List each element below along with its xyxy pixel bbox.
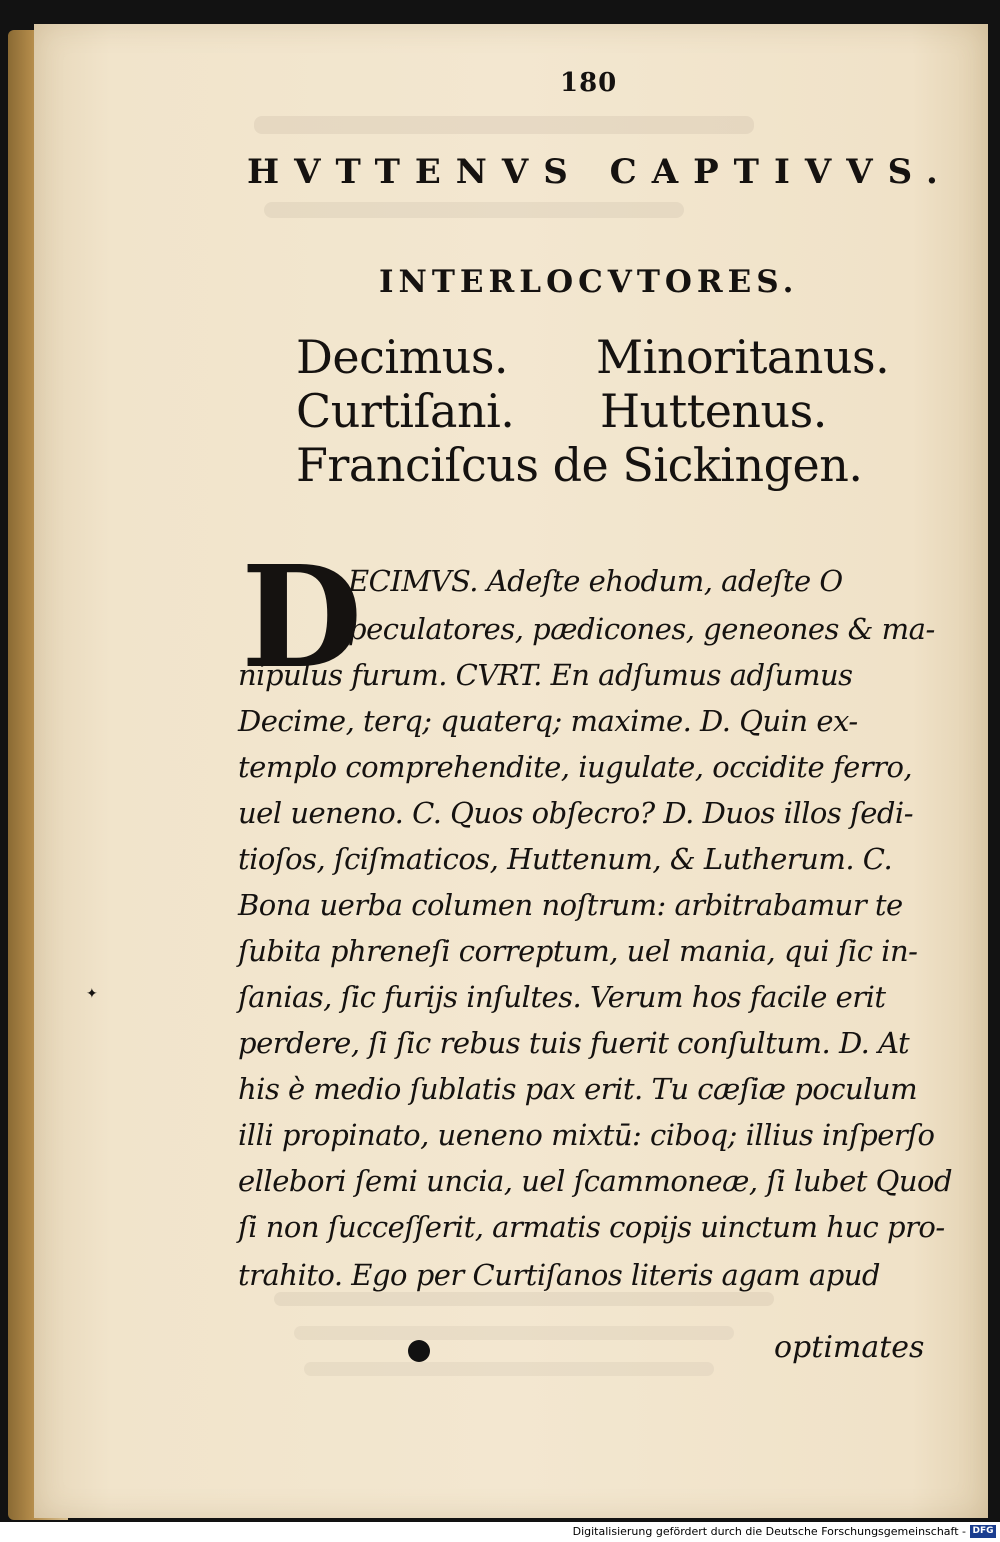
interlocutor-huttenus: Huttenus.	[600, 384, 827, 438]
catchword: optimates	[774, 1330, 925, 1365]
text-line: ſanias, ſic furijs inſultes. Verum hos facile erit	[238, 980, 886, 1014]
interlocutor-minoritanus: Minoritanus.	[596, 330, 890, 384]
interlocutor-sickingen: Franciſcus de Sickingen.	[296, 438, 863, 492]
show-through-ink	[294, 1326, 734, 1340]
drop-cap: D	[241, 536, 363, 700]
text-line: ellebori ſemi uncia, uel ſcammoneæ, ſi lubet Quod	[238, 1164, 953, 1198]
show-through-ink	[304, 1362, 714, 1376]
text-line: illi propinato, ueneno mixtū: ciboq; illius inſperſo	[238, 1118, 935, 1152]
page-title: HVTTENVS CAPTIVVS.	[247, 152, 953, 192]
text-line: templo comprehendite, iugulate, occidite ferro,	[238, 750, 913, 784]
text-line: trahito. Ego per Curtiſanos literis agam apud	[238, 1258, 880, 1292]
text-line: uel ueneno. C. Quos obſecro? D. Duos illos ſedi-	[238, 796, 913, 830]
show-through-ink	[264, 202, 684, 218]
text-line: peculatores, pædicones, geneones & ma-	[348, 612, 935, 646]
interlocutor-decimus: Decimus.	[296, 330, 509, 384]
text-line: Decime, terq; quaterq; maxime. D. Quin ex-	[238, 704, 858, 738]
interlocutor-curtisani: Curtiſani.	[296, 384, 515, 438]
section-heading: INTERLOCVTORES.	[379, 264, 799, 300]
ink-dot	[408, 1340, 430, 1362]
text-line: perdere, ſi ſic rebus tuis fuerit conſultum. D. At	[238, 1026, 910, 1060]
margin-mark: ✦	[86, 986, 98, 1002]
text-line: ſubita phreneſi correptum, uel mania, qui ſic in-	[238, 934, 918, 968]
page-number: 180	[560, 68, 618, 98]
text-line: Bona uerba columen noſtrum: arbitrabamur te	[238, 888, 903, 922]
text-line: ECIMVS. Adeſte ehodum, adeſte O	[348, 564, 843, 598]
book-page	[34, 24, 988, 1518]
show-through-ink	[254, 116, 754, 134]
footer-bar	[0, 1522, 1000, 1542]
text-line: nipulus furum. CVRT. En adſumus adſumus	[238, 658, 853, 692]
footer-credit: Digitalisierung gefördert durch die Deutsche Forschungsgemeinschaft -	[572, 1525, 966, 1538]
text-line: tioſos, ſciſmaticos, Huttenum, & Lutherum. C.	[238, 842, 893, 876]
dfg-logo: DFG	[970, 1525, 996, 1538]
show-through-ink	[274, 1292, 774, 1306]
text-line: ſi non ſucceſſerit, armatis copijs uinctum huc pro-	[238, 1210, 945, 1244]
text-line: his è medio ſublatis pax erit. Tu cæſiæ poculum	[238, 1072, 918, 1106]
